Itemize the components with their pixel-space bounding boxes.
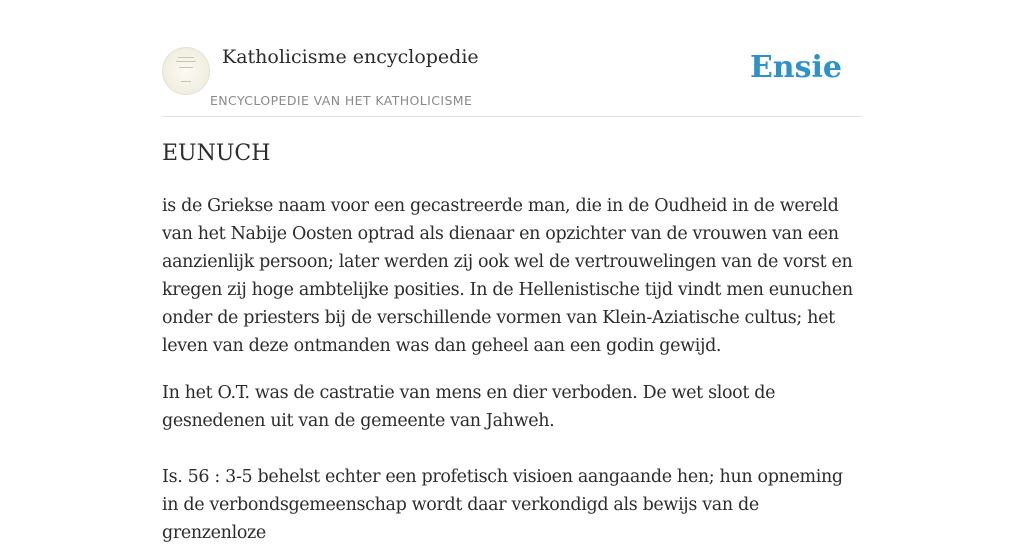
ensie-logo[interactable]: Ensie [749,50,842,85]
site-subtitle: ENCYCLOPEDIE VAN HET KATHOLICISME [210,93,473,108]
encyclopedia-cover-thumbnail[interactable] [162,47,210,95]
article-paragraph: Is. 56 : 3-5 behelst echter een profetisch visioen aangaande hen; hun opneming in de verbondsgemeenschap wordt daar verkondigd als bewijs van de grenzenloze [162,467,843,543]
site-title[interactable]: Katholicisme encyclopedie [222,46,479,68]
site-header [162,40,862,117]
article-paragraph: In het O.T. was de castratie van mens en dier verboden. De wet sloot de gesnedenen uit van de gemeente van Jahweh. [162,383,776,431]
article-paragraph: is de Griekse naam voor een gecastreerde man, die in de Oudheid in de wereld van het Nabije Oosten optrad als dienaar en opzichter van de vrouwen van een aanzienlijk persoon; later werden zij ook wel de vertrouwelingen van de vorst en kregen zij hoge ambtelijke posities. In de Hellenistische tijd vindt men eunuchen onder de priesters bij de verschillende vormen van Klein-Aziatische cultus; het leven van deze ontmanden was dan geheel aan een godin gewijd. [162,196,853,356]
entry-title: EUNUCH [162,141,271,166]
article [162,138,864,547]
